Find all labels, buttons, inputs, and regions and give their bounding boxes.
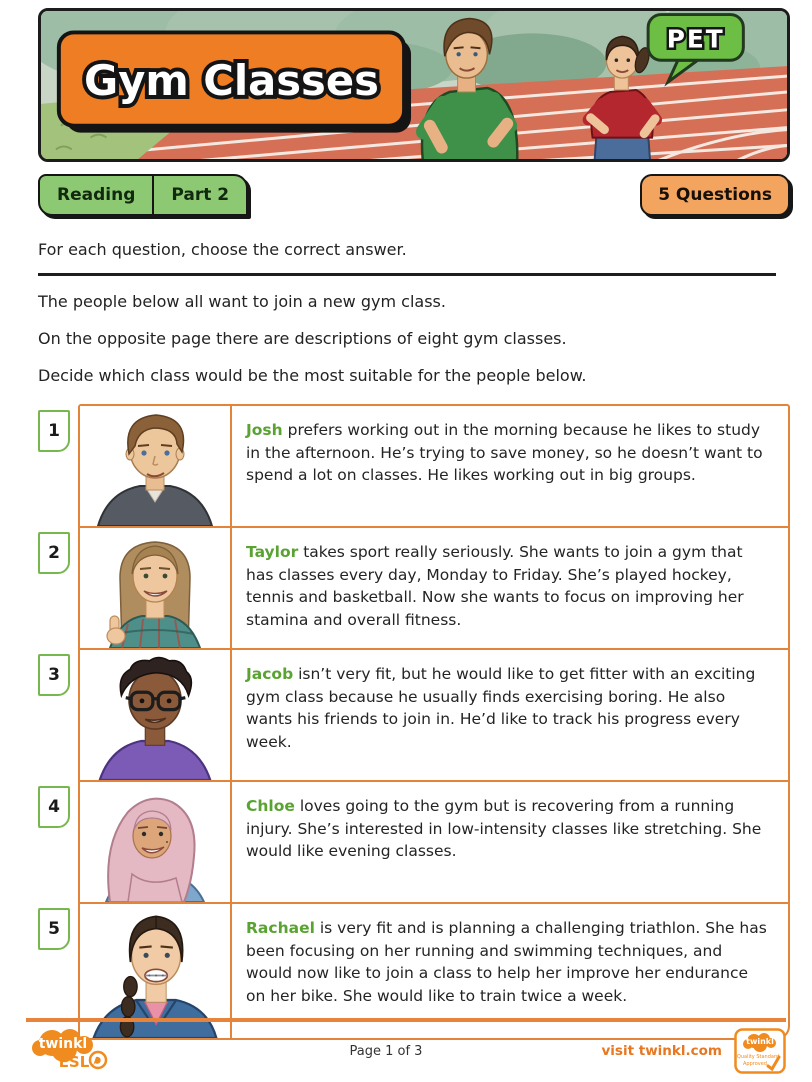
table-row-josh [48,406,788,528]
question-number: 3 [38,654,70,696]
people-table [48,404,790,1040]
question-number: 4 [38,786,70,828]
intro-line-1: The people below all want to join a new gym class. [38,292,446,311]
person-text: loves going to the gym but is recovering from a running injury. She’s interested in low-intensity classes like stretching. She would like evening classes. [246,797,762,861]
portrait-taylor [80,528,230,648]
portrait-chloe [80,782,230,902]
banner-illustration [41,11,787,159]
pet-label: PET [666,24,725,54]
instruction-prompt: For each question, choose the correct answer. [38,240,407,259]
person-text: isn’t very fit, but he would like to get fitter with an exciting gym class because he usually finds exercising boring. He also wants his friends to join in. He’d like to track his progress every week. [246,665,756,751]
title-plate [59,32,411,132]
portrait-cell [80,528,232,648]
badge-brand-text: twinkl [746,1037,774,1046]
twinkl-esl-logo [26,1028,186,1074]
person-name: Jacob [246,665,294,684]
person-description [232,528,788,648]
portrait-jacob [80,650,230,780]
footer-rule [26,1018,786,1022]
person-name: Taylor [246,543,299,562]
visit-link[interactable]: visit twinkl.com [601,1043,722,1059]
logo-brand-text: twinkl [38,1036,88,1052]
intro-line-2: On the opposite page there are descriptions of eight gym classes. [38,328,567,348]
question-number: 2 [38,532,70,574]
question-number: 1 [38,410,70,452]
badge-line-2: Approved [743,1061,767,1067]
person-description [232,650,788,780]
reading-part-badge [38,174,248,216]
logo-sub-text: ESL [58,1053,90,1070]
portrait-cell [80,406,232,526]
table-row-jacob [48,650,788,782]
portrait-cell [80,650,232,780]
quality-badge [734,1028,786,1074]
person-text: takes sport really seriously. She wants to join a gym that has classes every day, Monday to Friday. She’s played hockey, tennis and basketball. Now she wants to focus on improving her stamina and overall fitness. [246,543,744,629]
person-name: Rachael [246,919,315,938]
person-name: Josh [246,421,283,440]
table-row-chloe [48,782,788,904]
badge-line-1: Quality Standard [736,1054,780,1060]
portrait-cell [80,782,232,902]
person-name: Chloe [246,797,295,816]
header-banner [38,8,790,162]
divider-rule [38,273,776,276]
part-badge-label: Part 2 [152,176,246,214]
portrait-josh [80,406,230,526]
questions-count-badge: 5 Questions [640,174,790,216]
footer [0,1018,812,1082]
person-text: prefers working out in the morning because he likes to study in the afternoon. He’s trying to save money, so he doesn’t want to spend a lot on classes. He likes working out in big groups. [246,421,763,485]
page-number: Page 1 of 3 [349,1043,423,1059]
intro-line-3: Decide which class would be the most suitable for the people below. [38,365,587,385]
person-description [232,406,788,526]
page-title: Gym Classes [84,55,379,105]
question-number: 5 [38,908,70,950]
badges-row [38,174,790,216]
table-row-taylor [48,528,788,650]
person-text: is very fit and is planning a challenging triathlon. She has been focusing on her running and swimming techniques, and would now like to join a class to help her improve her endurance on her bike. She would like to train twice a week. [246,919,767,1005]
reading-badge-label: Reading [57,185,136,205]
person-description [232,782,788,902]
